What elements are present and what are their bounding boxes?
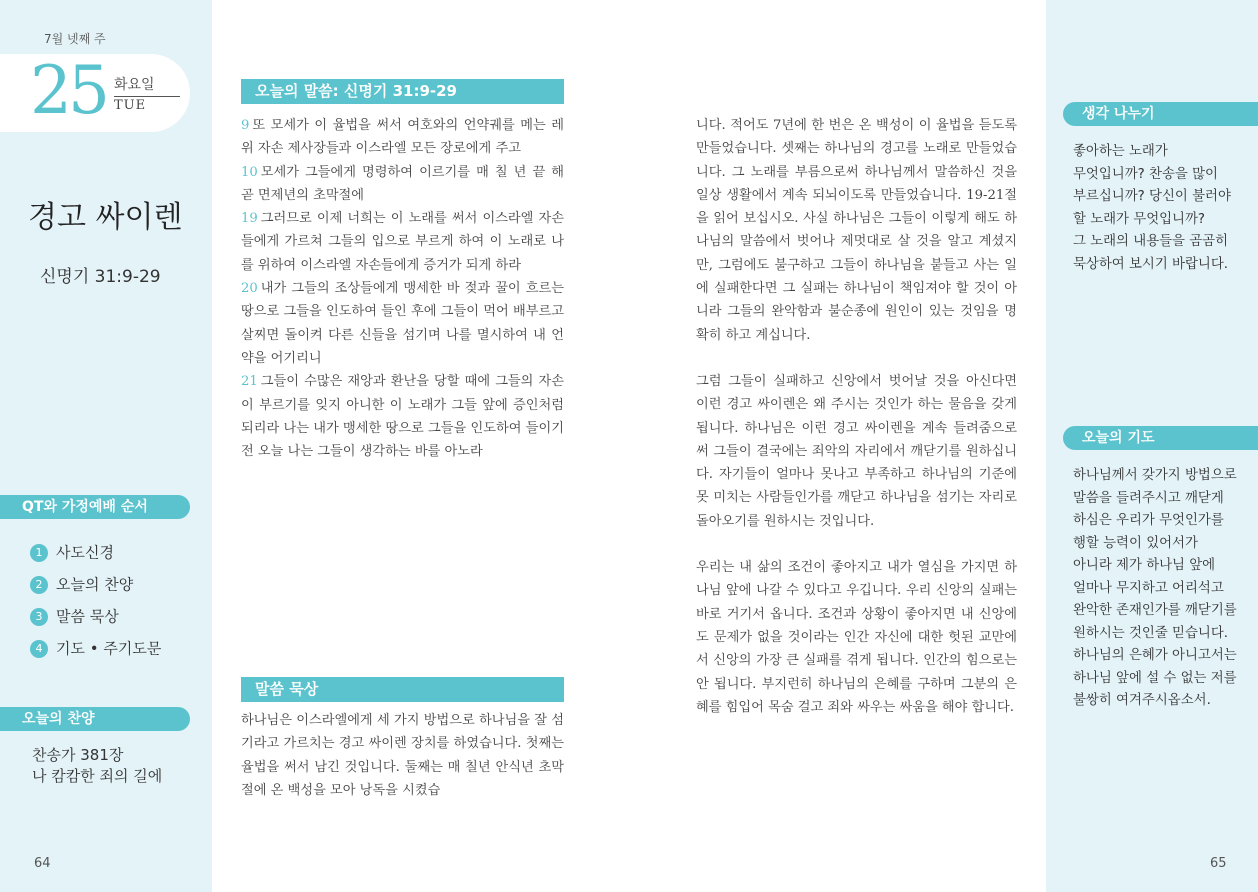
- step-label: 말씀 묵상: [56, 607, 119, 626]
- prayer-line: 얼마나 무지하고 어리석고: [1073, 580, 1224, 596]
- verse-text: 또 모세가 이 율법을 써서 여호와의 언약궤를 메는 레위 자손 제사장들과 이스라엘 모든 장로에게 주고: [241, 118, 564, 157]
- sharing-text: [1073, 141, 1243, 276]
- prayer-line: 하나님 앞에 설 수 없는 저를: [1073, 670, 1237, 686]
- verse-number: 20: [241, 281, 258, 297]
- step-number: 2: [30, 576, 48, 594]
- verse: [241, 114, 564, 161]
- step-number: 3: [30, 608, 48, 626]
- verse-number: 10: [241, 164, 258, 180]
- page-title: 경고 싸이렌: [28, 200, 183, 235]
- step-number: 1: [30, 544, 48, 562]
- meditation-header: 말씀 묵상: [241, 677, 564, 702]
- meditation-intro: 하나님은 이스라엘에게 세 가지 방법으로 하나님을 잘 섬기라고 가르치는 경고 싸이렌 장치를 하였습니다. 첫째는 율법을 써서 남긴 것입니다. 둘째는 매 칠년 안식년 초막절에 온 백성을 모아 낭독을 시켰습: [241, 713, 564, 798]
- prayer-header: 오늘의 기도: [1063, 426, 1258, 450]
- prayer-line: 하심은 우리가 무엇인가를: [1073, 513, 1224, 528]
- day-korean: 화요일: [114, 77, 155, 93]
- meditation-paragraph: 니다. 적어도 7년에 한 번은 온 백성이 이 율법을 듣도록 만들었습니다. 셋째는 하나님의 경고를 노래로 만들었습니다. 그 노래를 부름으로써 하나님께서 말씀하신 것을 일상 생활에서 계속 되뇌이도록 만들었습니다. 19-21절을 읽어 보십시오. 사실 하나님은 그들이 이렇게 해도 하나님의 말씀에서 벗어나 제멋대로 살 것을 알고 계셨지만, 그럼에도 불구하고 그들이 하나님을 붙들고 사는 일에 실패한다면 그 실패는 하나님이 책임져야 할 것이 아니라 그들의 완악함과 불순종에 원인이 있는 것임을 명확히 하고 계십니다.: [696, 118, 1017, 343]
- scripture-text: [241, 114, 564, 463]
- verse-number: 9: [241, 118, 250, 133]
- hymn-number: 찬송가 381장: [32, 746, 124, 764]
- verse-text: 그러므로 이제 너희는 이 노래를 써서 이스라엘 자손들에게 가르쳐 그들의 입으로 부르게 하여 이 노래로 나를 위하여 이스라엘 자손들에게 증거가 되게 하라: [241, 211, 564, 273]
- qt-step-4: [30, 638, 161, 658]
- date-divider: [114, 96, 180, 97]
- qt-order-header: QT와 가정예배 순서: [0, 495, 190, 519]
- prayer-line: 불쌍히 여겨주시옵소서.: [1073, 693, 1211, 708]
- meditation-paragraph: 그럼 그들이 실패하고 신앙에서 벗어날 것을 아신다면 이런 경고 싸이렌은 왜 주시는 것인가 하는 물음을 갖게 됩니다. 하나님은 이런 경고 싸이렌을 계속 들려줌으로써 그들이 결국에는 죄악의 자리에서 깨닫기를 원하십니다. 자기들이 얼마나 못나고 부족하고 하나님의 기준에 못 미치는 사람들인가를 깨닫고 하나님을 섬기는 자리로 돌아오기를 원하시는 것입니다.: [696, 373, 1017, 529]
- prayer-line: 행할 능력이 있어서가: [1073, 535, 1198, 551]
- verse: [241, 277, 564, 370]
- verse-text: 내가 그들의 조상들에게 맹세한 바 젖과 꿀이 흐르는 땅으로 그들을 인도하여 들인 후에 그들이 먹어 배부르고 살찌면 돌이켜 다른 신들을 섬기며 나를 멸시하여 내 언약을 어기리니: [241, 281, 564, 366]
- qt-step-3: [30, 606, 119, 626]
- qt-step-1: [30, 542, 114, 562]
- prayer-line: 하나님께서 갖가지 방법으로: [1073, 468, 1237, 483]
- prayer-line: 원하시는 것인줄 믿습니다.: [1073, 625, 1229, 641]
- verse-number: 21: [241, 374, 258, 390]
- verse: [241, 161, 564, 208]
- day-number: 25: [30, 52, 106, 129]
- scripture-reference: 신명기 31:9-29: [40, 267, 161, 287]
- week-label: 7월 넷째 주: [44, 32, 106, 46]
- verse-text: 그들이 수많은 재앙과 환난을 당할 때에 그들의 자손이 부르기를 잊지 아니한 이 노래가 그들 앞에 증인처럼 되리라 나는 내가 맹세한 땅으로 그들을 인도하여 들이기 전 오늘 나는 그들이 생각하는 바를 아노라: [241, 374, 564, 460]
- prayer-text: [1073, 465, 1243, 713]
- sharing-line: 묵상하여 보시기 바랍니다.: [1073, 256, 1229, 272]
- step-label: 기도 • 주기도문: [56, 639, 162, 658]
- prayer-line: 말씀을 들려주시고 깨닫게: [1073, 490, 1224, 506]
- page-number-right: 65: [1210, 856, 1227, 871]
- step-label: 오늘의 찬양: [56, 575, 134, 594]
- hymn-title: 나 캄캄한 죄의 길에: [32, 767, 163, 785]
- page-number-left: 64: [34, 856, 51, 871]
- step-number: 4: [30, 640, 48, 658]
- sharing-line: 무엇입니까? 찬송을 많이: [1073, 166, 1218, 182]
- sharing-header: 생각 나누기: [1063, 102, 1258, 126]
- sharing-line: 부르십니까? 당신이 불러야: [1073, 189, 1231, 204]
- sharing-line: 좋아하는 노래가: [1073, 144, 1168, 159]
- scripture-header: 오늘의 말씀: 신명기 31:9-29: [241, 79, 564, 104]
- qt-step-2: [30, 574, 133, 594]
- prayer-line: 완악한 존재인가를 깨닫기를: [1073, 603, 1237, 618]
- meditation-paragraph: 우리는 내 삶의 조건이 좋아지고 내가 열심을 가지면 하나님 앞에 나갈 수 있다고 우깁니다. 우리 신앙의 실패는 바로 거기서 옵니다. 조건과 상황이 좋아지면 내 신앙에도 문제가 없을 것이라는 인간 자신에 대한 헛된 교만에서 신앙의 가장 큰 실패를 겪게 됩니다. 인간의 힘으로는 안 됩니다. 부지런히 하나님의 은혜를 구하며 그분의 은혜를 힘입어 목숨 걸고 죄와 싸우는 싸움을 해야 합니다.: [696, 560, 1017, 715]
- verse-number: 19: [241, 211, 258, 227]
- verse: [241, 370, 564, 463]
- verse-text: 모세가 그들에게 명령하여 이르기를 매 칠 년 끝 해 곧 면제년의 초막절에: [241, 164, 564, 203]
- verse: [241, 207, 564, 277]
- meditation-continued: [696, 114, 1017, 719]
- day-english: TUE: [114, 98, 147, 113]
- prayer-line: 하나님의 은혜가 아니고서는: [1073, 648, 1237, 663]
- prayer-line: 아니라 제가 하나님 앞에: [1073, 558, 1216, 573]
- step-label: 사도신경: [56, 543, 114, 562]
- hymn-header: 오늘의 찬양: [0, 707, 190, 731]
- sharing-line: 그 노래의 내용들을 곰곰히: [1073, 234, 1229, 249]
- sharing-line: 할 노래가 무엇입니까?: [1073, 211, 1206, 227]
